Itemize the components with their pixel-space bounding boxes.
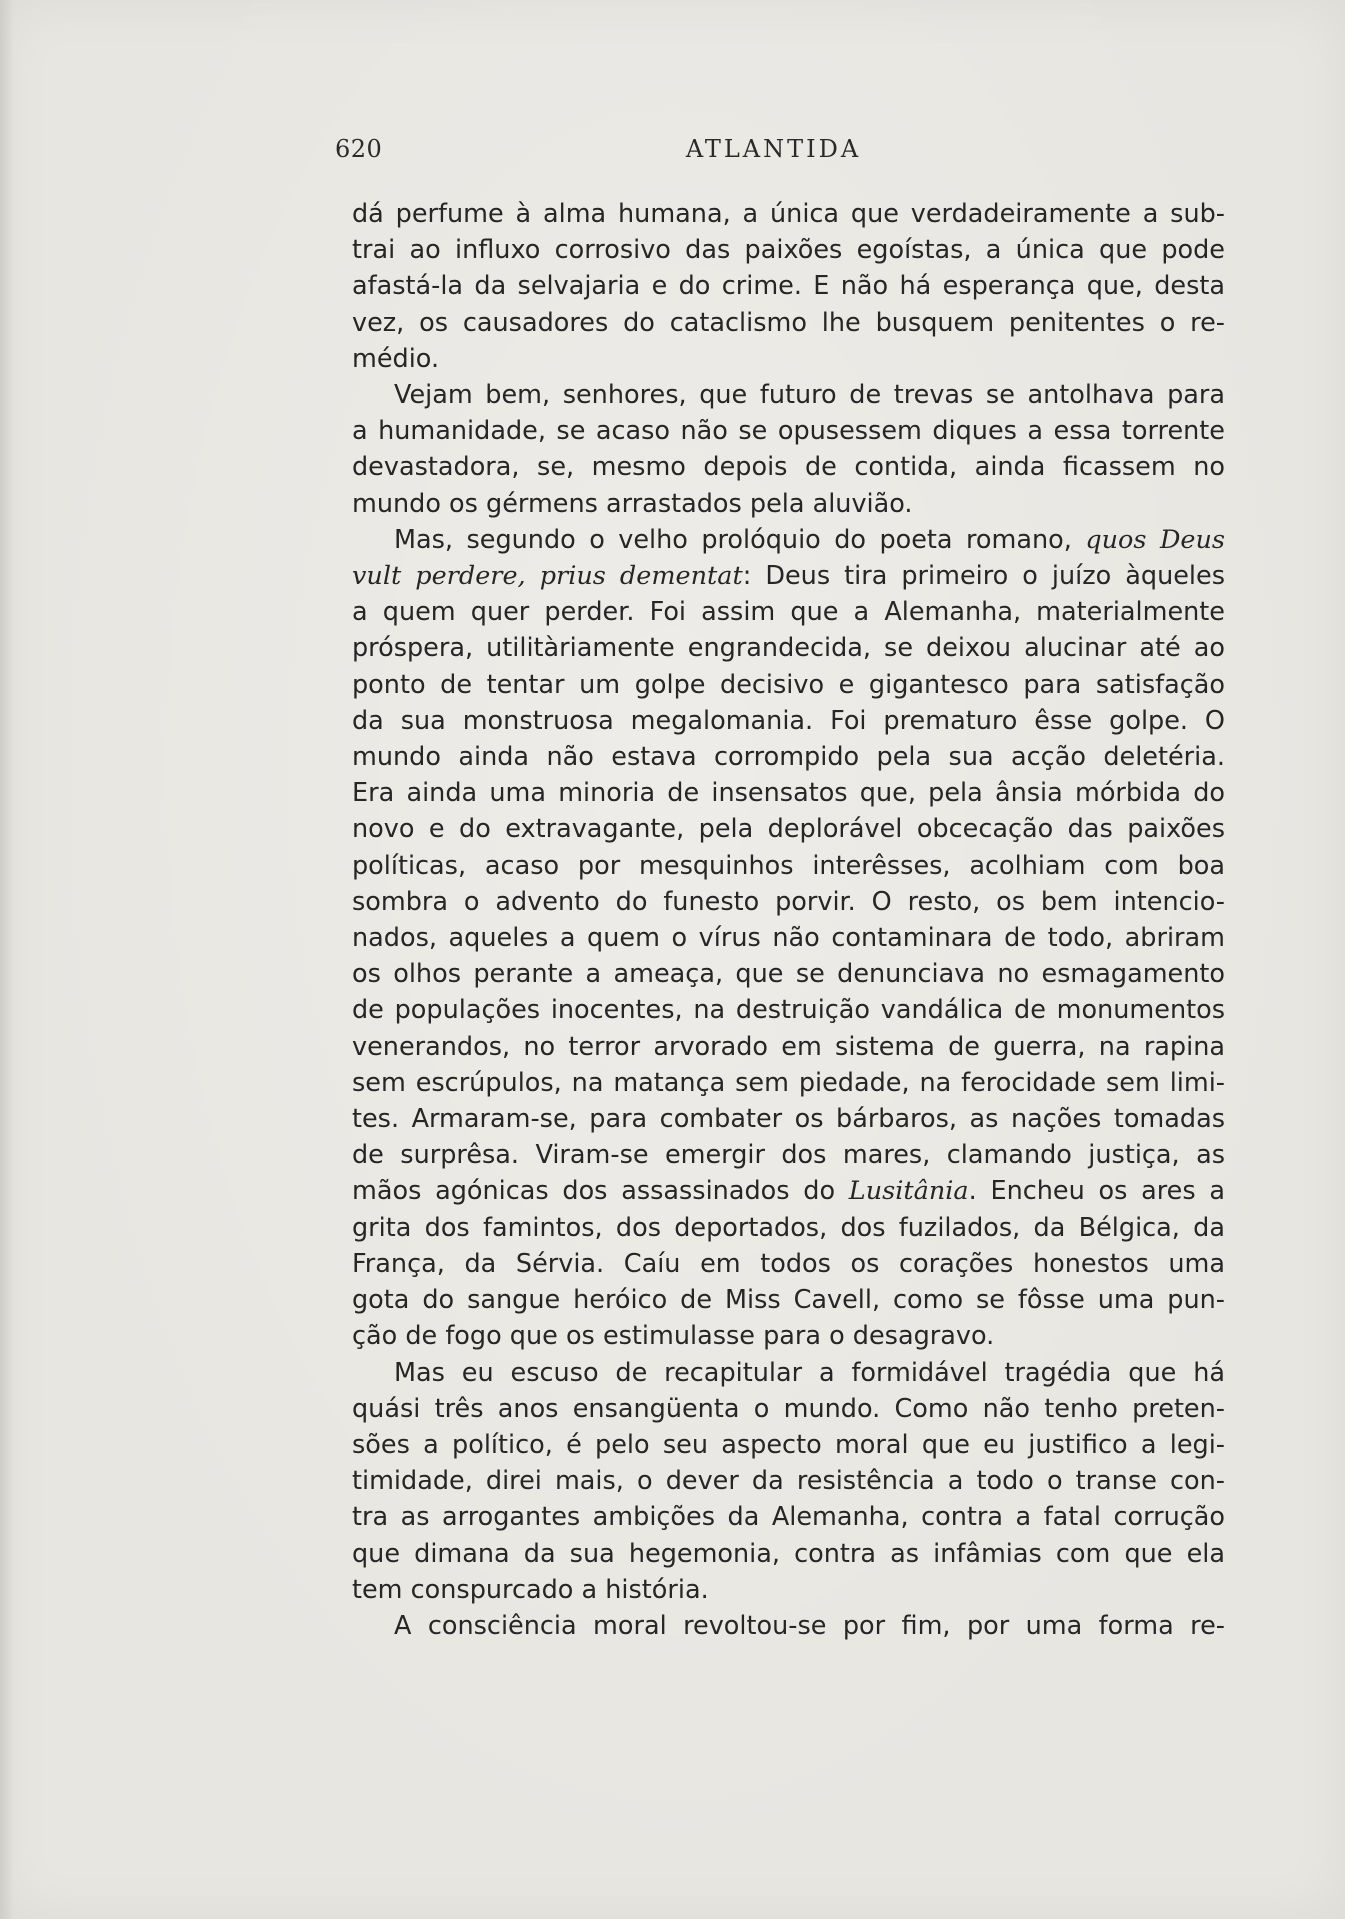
text-line: próspera, utilitàriamente engrandecida, se deixou alucinar até ao — [352, 633, 1225, 664]
text-line: políticas, acaso por mesquinhos interêsses, acolhiam com boa — [352, 850, 1225, 881]
text-line: mundo os gérmens arrastados pela aluvião. — [352, 488, 913, 519]
text-line: sombra o advento do funesto porvir. O resto, os bem intencio- — [352, 886, 1225, 917]
text-line: os olhos perante a ameaça, que se denunciava no esmagamento — [352, 959, 1225, 990]
text-line: de surprêsa. Viram-se emergir dos mares, clamando justiça, as — [352, 1140, 1225, 1171]
running-head: ATLANTIDA — [685, 135, 862, 163]
text-line: gota do sangue heróico de Miss Cavell, como se fôsse uma pun- — [352, 1285, 1225, 1316]
text-line: A consciência moral revoltou-se por fim, por uma forma re- — [394, 1610, 1225, 1641]
text-line: sem escrúpulos, na matança sem piedade, na ferocidade sem limi- — [352, 1067, 1225, 1098]
text-line: Era ainda uma minoria de insensatos que, pela ânsia mórbida do — [352, 778, 1225, 809]
body-text — [352, 196, 1225, 1644]
text-line: vult perdere, prius dementat: Deus tira primeiro o juízo àqueles — [352, 561, 1225, 592]
text-line: França, da Sérvia. Caíu em todos os corações honestos uma — [352, 1248, 1225, 1279]
text-line: nados, aqueles a quem o vírus não contaminara de todo, abriram — [352, 923, 1225, 954]
page-number: 620 — [335, 135, 383, 163]
text-line: mundo ainda não estava corrompido pela sua acção deletéria. — [352, 742, 1225, 773]
text-line: venerandos, no terror arvorado em sistema de guerra, na rapina — [352, 1031, 1225, 1062]
text-line: de populações inocentes, na destruição vandálica de monumentos — [352, 995, 1225, 1026]
page-spine-shadow — [0, 0, 14, 1919]
text-line: ção de fogo que os estimulasse para o desagravo. — [352, 1321, 995, 1352]
text-line: da sua monstruosa megalomania. Foi prematuro êsse golpe. O — [352, 705, 1225, 736]
text-line: quási três anos ensangüenta o mundo. Como não tenho preten- — [352, 1393, 1225, 1424]
text-line: tem conspurcado a história. — [352, 1574, 709, 1605]
text-line: tes. Armaram-se, para combater os bárbaros, as nações tomadas — [352, 1104, 1225, 1135]
text-line: vez, os causadores do cataclismo lhe busquem penitentes o re- — [352, 307, 1225, 338]
text-line: dá perfume à alma humana, a única que verdadeiramente a sub- — [352, 199, 1225, 229]
text-line: novo e do extravagante, pela deplorável obcecação das paixões — [352, 814, 1225, 845]
text-line: devastadora, se, mesmo depois de contida, ainda ficassem no — [352, 452, 1225, 483]
latin-quote: vult perdere, prius dementat — [352, 561, 743, 592]
text-line: médio. — [352, 343, 440, 374]
text-line: ponto de tentar um golpe decisivo e gigantesco para satisfação — [352, 669, 1225, 700]
text-line: a quem quer perder. Foi assim que a Alemanha, materialmente — [352, 597, 1225, 628]
text-line: mãos agónicas dos assassinados do Lusitânia. Encheu os ares a — [352, 1176, 1225, 1207]
text-line: sões a político, é pelo seu aspecto moral que eu justifico a legi- — [352, 1429, 1225, 1460]
text-line: a humanidade, se acaso não se opusessem diques a essa torrente — [352, 416, 1225, 447]
text-line: Vejam bem, senhores, que futuro de trevas se antolhava para — [394, 380, 1225, 411]
text-line: grita dos famintos, dos deportados, dos fuzilados, da Bélgica, da — [352, 1212, 1225, 1243]
latin-quote: quos Deus — [1085, 524, 1225, 555]
text-line: que dimana da sua hegemonia, contra as infâmias com que ela — [352, 1538, 1225, 1569]
text-line: Mas eu escuso de recapitular a formidável tragédia que há — [394, 1357, 1225, 1388]
ship-name: Lusitânia — [848, 1176, 969, 1207]
text-line: Mas, segundo o velho prolóquio do poeta romano, quos Deus — [394, 524, 1225, 555]
text-line: timidade, direi mais, o dever da resistência a todo o transe con- — [352, 1466, 1225, 1497]
text-line: tra as arrogantes ambições da Alemanha, contra a fatal corrução — [352, 1502, 1225, 1533]
page-header — [335, 135, 1212, 175]
text-line: trai ao influxo corrosivo das paixões egoístas, a única que pode — [352, 235, 1225, 266]
text-line: afastá-la da selvajaria e do crime. E não há esperança que, desta — [352, 271, 1225, 302]
